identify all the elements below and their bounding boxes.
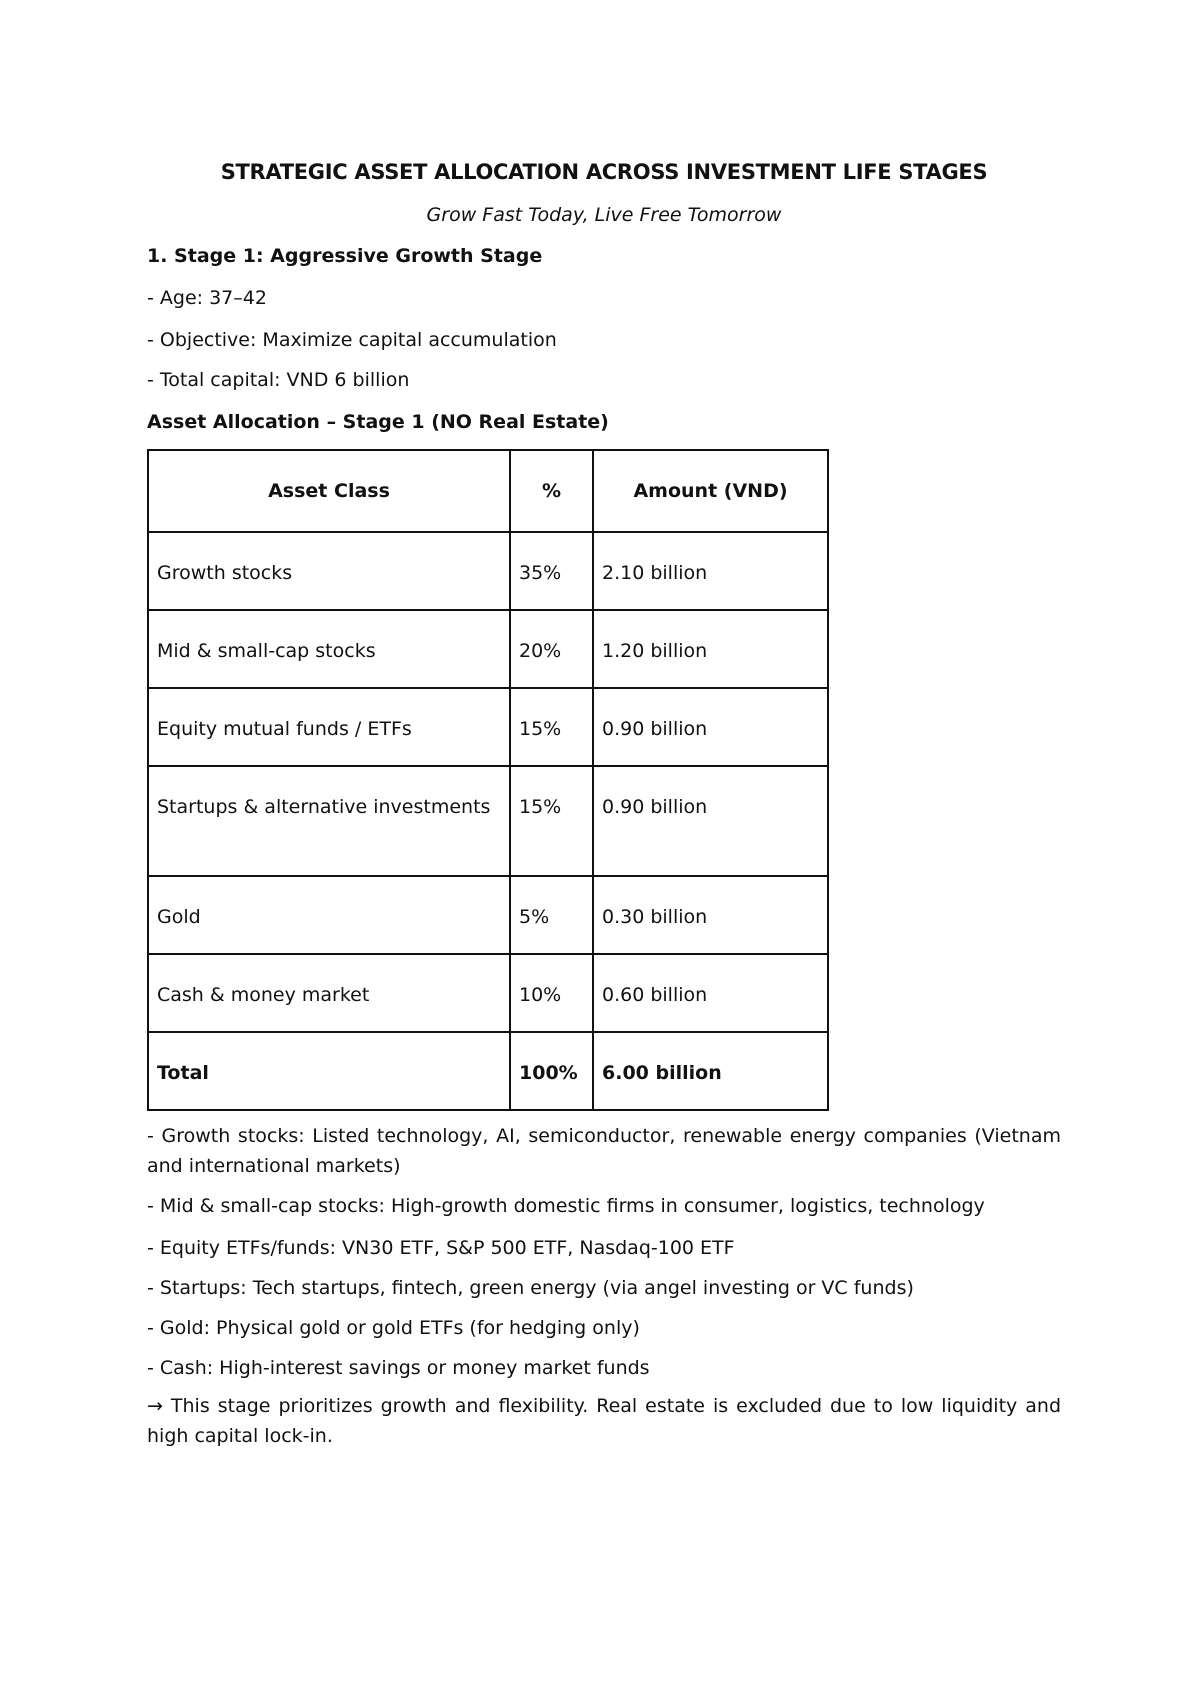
table-row: [148, 532, 828, 610]
cell-total-amount: 6.00 billion: [593, 1032, 828, 1110]
info-line-capital: - Total capital: VND 6 billion: [147, 369, 410, 391]
cell-amount: 0.90 billion: [593, 766, 828, 876]
cell-percent: 5%: [510, 876, 593, 954]
note-equity-etfs: - Equity ETFs/funds: VN30 ETF, S&P 500 ETF, Nasdaq-100 ETF: [147, 1237, 735, 1259]
note-conclusion: → This stage prioritizes growth and flexibility. Real estate is excluded due to low liquidity and high capital lock-in.: [147, 1395, 1061, 1447]
section-heading: 1. Stage 1: Aggressive Growth Stage: [147, 245, 543, 267]
cell-percent: 15%: [510, 688, 593, 766]
header-amount: Amount (VND): [593, 450, 828, 532]
cell-amount: 2.10 billion: [593, 532, 828, 610]
allocation-table: [147, 449, 829, 1111]
cell-asset-class: Equity mutual funds / ETFs: [148, 688, 510, 766]
cell-asset-class: Startups & alternative investments: [148, 766, 510, 876]
cell-percent: 20%: [510, 610, 593, 688]
cell-total-label: Total: [148, 1032, 510, 1110]
cell-amount: 0.30 billion: [593, 876, 828, 954]
note-gold: - Gold: Physical gold or gold ETFs (for hedging only): [147, 1317, 640, 1339]
note-growth-stocks: - Growth stocks: Listed technology, AI, semiconductor, renewable energy companies (Vietnam and international markets): [147, 1125, 1061, 1177]
cell-asset-class: Gold: [148, 876, 510, 954]
table-row: [148, 876, 828, 954]
document-title: STRATEGIC ASSET ALLOCATION ACROSS INVESTMENT LIFE STAGES: [220, 160, 988, 184]
header-asset-class: Asset Class: [148, 450, 510, 532]
cell-amount: 0.60 billion: [593, 954, 828, 1032]
cell-amount: 0.90 billion: [593, 688, 828, 766]
cell-total-percent: 100%: [510, 1032, 593, 1110]
cell-percent: 15%: [510, 766, 593, 876]
document-subtitle: Grow Fast Today, Live Free Tomorrow: [426, 204, 782, 226]
table-row: [148, 610, 828, 688]
note-startups: - Startups: Tech startups, fintech, green energy (via angel investing or VC funds): [147, 1277, 914, 1299]
table-caption: Asset Allocation – Stage 1 (NO Real Estate): [147, 411, 609, 433]
cell-asset-class: Mid & small-cap stocks: [148, 610, 510, 688]
table-total-row: [148, 1032, 828, 1110]
cell-percent: 10%: [510, 954, 593, 1032]
cell-amount: 1.20 billion: [593, 610, 828, 688]
cell-percent: 35%: [510, 532, 593, 610]
table-header-row: [148, 450, 828, 532]
table-row: [148, 766, 828, 876]
header-percent: %: [510, 450, 593, 532]
cell-asset-class: Growth stocks: [148, 532, 510, 610]
table-row: [148, 954, 828, 1032]
note-cash: - Cash: High-interest savings or money market funds: [147, 1357, 650, 1379]
info-line-age: - Age: 37–42: [147, 287, 267, 309]
cell-asset-class: Cash & money market: [148, 954, 510, 1032]
info-line-objective: - Objective: Maximize capital accumulation: [147, 329, 557, 351]
note-mid-small-cap: - Mid & small-cap stocks: High-growth domestic firms in consumer, logistics, technology: [147, 1195, 985, 1217]
table-row: [148, 688, 828, 766]
document-content: [147, 158, 1061, 1451]
